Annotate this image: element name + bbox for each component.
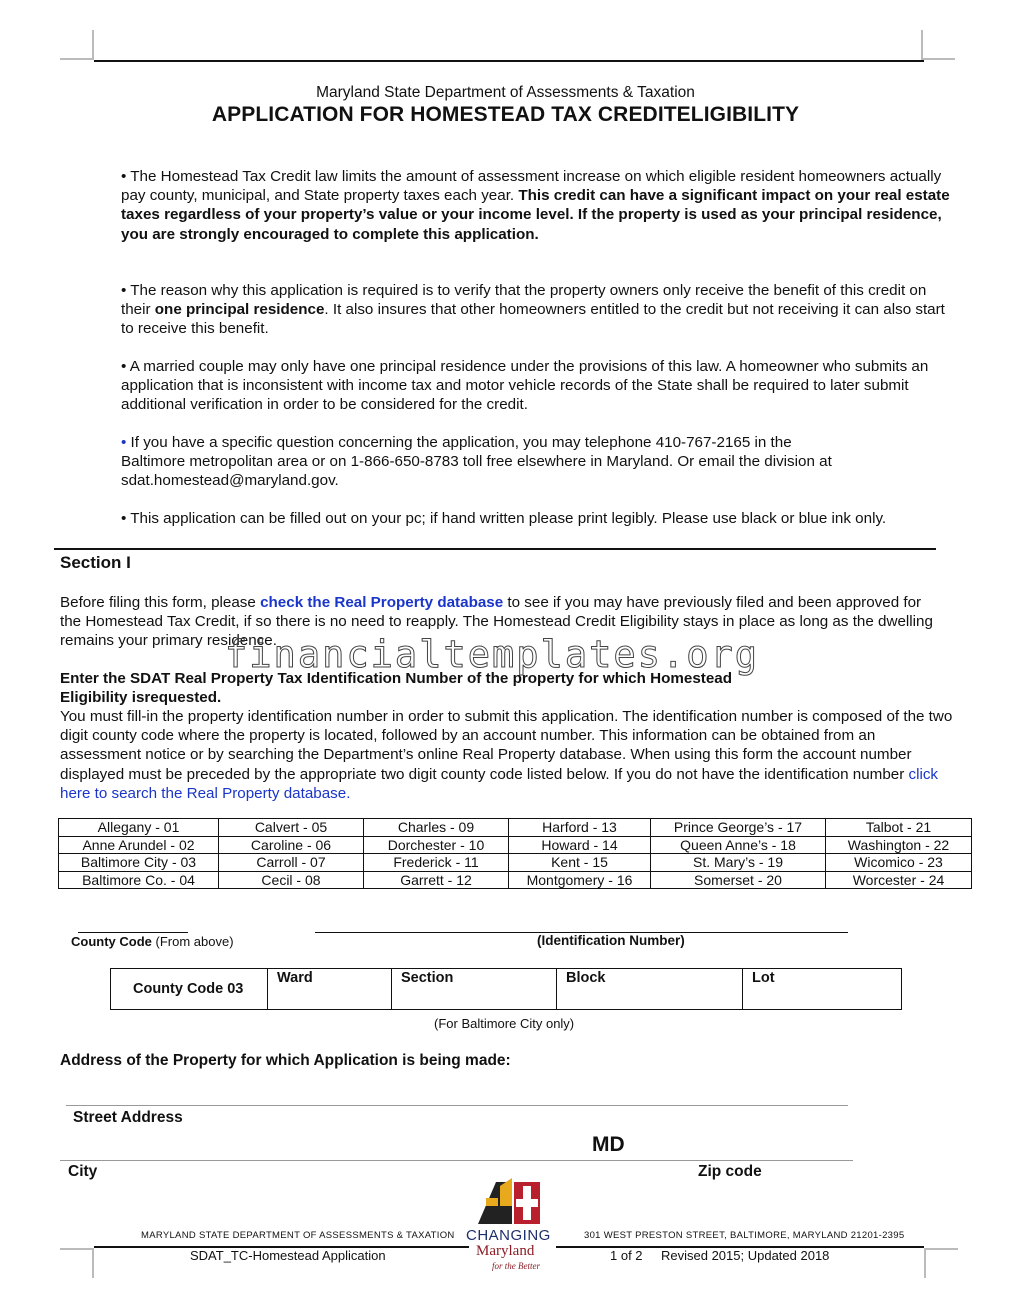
footer-address: 301 WEST PRESTON STREET, BALTIMORE, MARYLAND 21201-2395 [584, 1230, 905, 1241]
city-zip-line[interactable] [60, 1160, 853, 1161]
bullet-reason: • The reason why this application is required is to verify that the property owners only receive the benefit of this credit on their one principal residence. It also insures that other homeowners entitled to the credit but not receiving it can also start to receive this benefit. [121, 282, 945, 338]
county-cell: Allegany - 01 [59, 819, 219, 837]
section-divider [54, 548, 936, 550]
top-rule [94, 60, 924, 62]
county-cell: Washington - 22 [826, 836, 972, 854]
county-cell: Baltimore Co. - 04 [59, 871, 219, 889]
logo-maryland: Maryland [476, 1243, 535, 1259]
lot-field[interactable]: Lot [742, 968, 902, 1010]
page-title: APPLICATION FOR HOMESTEAD TAX CREDITELIGIBILITY [211, 103, 800, 126]
state-value: MD [592, 1133, 625, 1156]
real-property-link[interactable]: check the Real Property database [260, 594, 504, 611]
county-cell: Talbot - 21 [826, 819, 972, 837]
county-cell: Montgomery - 16 [509, 871, 651, 889]
county-cell: Worcester - 24 [826, 871, 972, 889]
county-cell: Wicomico - 23 [826, 854, 972, 872]
id-number-label: (Identification Number) [537, 933, 685, 948]
section-field[interactable]: Section [391, 968, 557, 1010]
county-code-table [58, 818, 972, 889]
logo-changing: CHANGING [466, 1227, 551, 1244]
county-cell: Calvert - 05 [219, 819, 364, 837]
address-heading: Address of the Property for which Application is being made: [60, 1052, 511, 1069]
county-cell: Howard - 14 [509, 836, 651, 854]
county-cell: Dorchester - 10 [364, 836, 509, 854]
footer-agency: MARYLAND STATE DEPARTMENT OF ASSESSMENTS & TAXATION [141, 1230, 455, 1241]
enter-id-heading: Enter the SDAT Real Property Tax Identification Number of the property for which Homestead Eligibility isrequested. [60, 670, 733, 707]
county-cell: Baltimore City - 03 [59, 854, 219, 872]
bullet-married-couple: • A married couple may only have one principal residence under the provisions of this law. A homeowner who submits an application that is inconsistent with income tax and motor vehicle records of the State shall be required to later submit additional verification in order to be considered for the credit. [121, 358, 929, 414]
county-code-label: County Code (From above) [71, 934, 234, 949]
bullet-contact: • If you have a specific question concerning the application, you may telephone 410-767-2165 in the Baltimore metropolitan area or on 1-866-650-8783 toll free elsewhere in Maryland. Or email the division at sdat.homestead@maryland.gov. [121, 434, 832, 490]
street-address-label: Street Address [73, 1109, 183, 1126]
county-code-box: County Code 03 [110, 968, 268, 1010]
county-cell: Prince George’s - 17 [651, 819, 826, 837]
county-cell: Somerset - 20 [651, 871, 826, 889]
baltimore-note: (For Baltimore City only) [434, 1016, 575, 1031]
zip-code-label: Zip code [698, 1163, 762, 1180]
agency-name: Maryland State Department of Assessments & Taxation [316, 84, 695, 101]
watermark: financialtemplates.org [225, 633, 760, 676]
county-code-line[interactable] [78, 932, 188, 933]
bullet-fill-out: • This application can be filled out on your pc; if hand written please print legibly. Please use black or blue ink only. [121, 510, 887, 527]
enter-id-instructions: You must fill-in the property identification number in order to submit this application. The identification number is composed of the two digit county code where the property is located, followed by an account number. This information can be obtained from an assessment notice or by searching the Department’s online Real Property database. When using this form the account number displayed must be preceded by the appropriate two digit county code listed below. If you do not have the identification number click here to search the Real Property database. [60, 708, 953, 802]
county-row [59, 836, 972, 854]
section-heading: Section I [60, 553, 131, 572]
county-cell: Carroll - 07 [219, 854, 364, 872]
county-row [59, 871, 972, 889]
county-cell: Cecil - 08 [219, 871, 364, 889]
city-label: City [68, 1163, 98, 1180]
revision-date: Revised 2015; Updated 2018 [661, 1248, 830, 1263]
page-number: 1 of 2 [610, 1248, 643, 1263]
form-id: SDAT_TC-Homestead Application [190, 1248, 386, 1263]
county-cell: Garrett - 12 [364, 871, 509, 889]
ward-field[interactable]: Ward [267, 968, 392, 1010]
county-cell: Kent - 15 [509, 854, 651, 872]
county-cell: Harford - 13 [509, 819, 651, 837]
street-line[interactable] [66, 1105, 848, 1106]
county-cell: St. Mary’s - 19 [651, 854, 826, 872]
logo-tagline: for the Better [492, 1261, 540, 1271]
county-row [59, 854, 972, 872]
county-row [59, 819, 972, 837]
county-cell: Queen Anne’s - 18 [651, 836, 826, 854]
county-cell: Anne Arundel - 02 [59, 836, 219, 854]
county-cell: Charles - 09 [364, 819, 509, 837]
bullet-homestead-law: • The Homestead Tax Credit law limits the amount of assessment increase on which eligible resident homeowners actually pay county, municipal, and State property taxes each year. This credit can have a significant impact on your real estate taxes regardless of your property’s value or your income level. If the property is used as your principal residence, you are strongly encouraged to complete this application. [121, 168, 950, 243]
block-field[interactable]: Block [556, 968, 743, 1010]
section-intro: Before filing this form, please check the Real Property database to see if you may have previously filed and been approved for the Homestead Tax Credit, if so there is no need to reapply. The Homestead Credit Eligibility stays in place as long as the dwelling remains your primary residence. [60, 594, 933, 650]
county-cell: Frederick - 11 [364, 854, 509, 872]
maryland-flag-logo-icon [474, 1176, 544, 1226]
county-cell: Caroline - 06 [219, 836, 364, 854]
search-database-link[interactable]: click here to search the Real Property database. [60, 765, 939, 802]
